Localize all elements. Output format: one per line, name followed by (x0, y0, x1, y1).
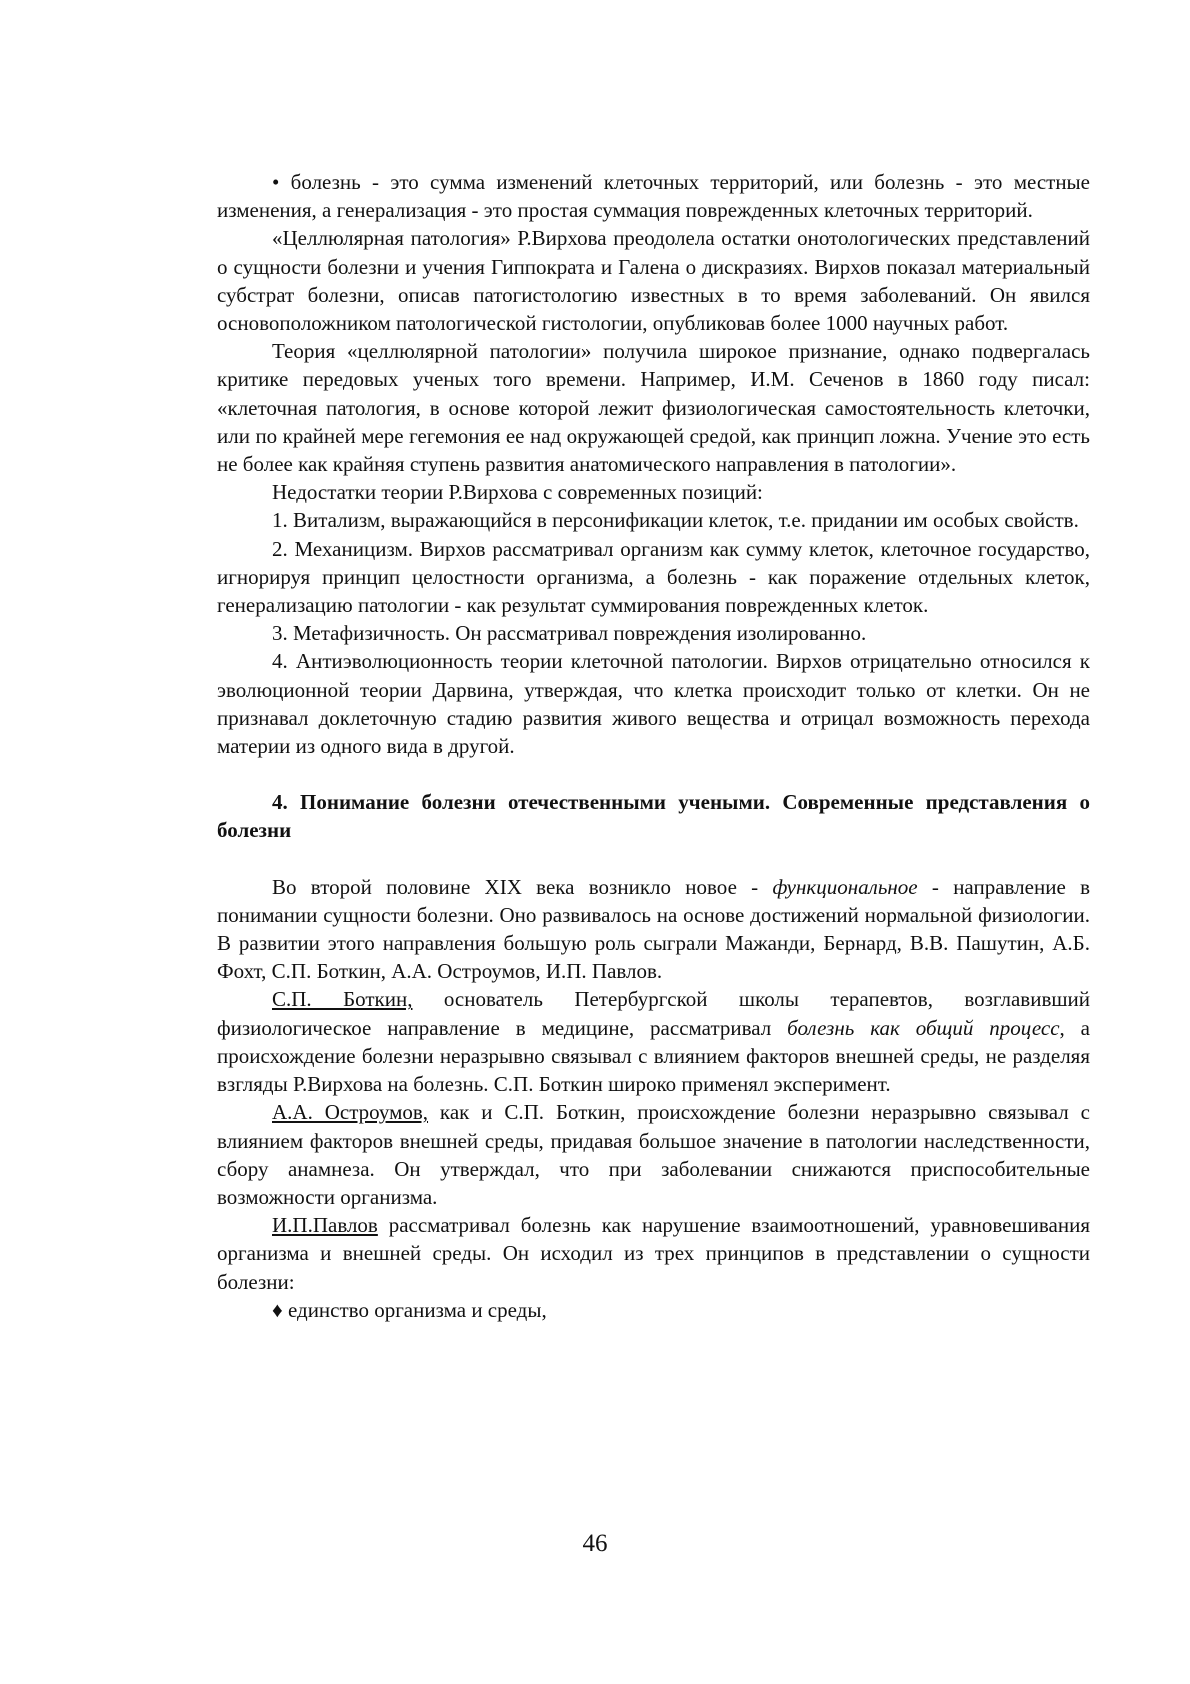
page-body (217, 168, 1090, 1324)
paragraph-mechanicism: 2. Механицизм. Вирхов рассматривал организм как сумму клеток, клеточное государство, игнорируя принцип целостности организма, а болезнь - как поражение отдельных клеток, генерализацию патологии - как результат суммирования поврежденных клеток. (217, 536, 1090, 618)
paragraph-pavlov: И.П.Павлов рассматривал болезнь как нарушение взаимоотношений, уравновешивания организма и внешней среды. Он исходил из трех принципов в представлении о сущности болезни: (217, 1213, 1090, 1294)
emphasis-general-process: болезнь как общий процесс (787, 1015, 1060, 1040)
page-number: 46 (582, 1530, 608, 1557)
paragraph-bullet-disease: • болезнь - это сумма изменений клеточных территорий, или болезнь - это местные изменения, а генерализация - это простая суммация поврежденных клеточных территорий. (217, 170, 1090, 223)
paragraph-shortcomings-intro: Недостатки теории Р.Вирхова с современных позиций: (272, 480, 763, 505)
name-pavlov: И.П.Павлов (272, 1213, 378, 1238)
emphasis-functional: функциональное (772, 874, 918, 899)
paragraph-vitalism: 1. Витализм, выражающийся в персонификации клеток, т.е. придании им особых свойств. (272, 508, 1079, 533)
paragraph-functional-direction: Во второй половине XIX века возникло новое - функциональное - направление в понимании сущности болезни. Оно развивалось на основе достижений нормальной физиологии. В развитии этого направления большую роль сыграли Мажанди, Бернард, В.В. Пашутин, А.Б. Фохт, С.П. Боткин, А.А. Остроумов, И.П. Павлов. (217, 874, 1090, 984)
paragraph-theory-criticism: Теория «целлюлярной патологии» получила широкое признание, однако подвергалась критике передовых ученых того времени. Например, И.М. Сеченов в 1860 году писал: «клеточная патология, в основе которой лежит физиологическая самостоятельность клеточки, или по крайней мере гегемония ее над окружающей средой, как принцип ложна. Учение это есть не более как крайняя ступень развития анатомического направления в патологии». (217, 339, 1090, 477)
paragraph-metaphysics: 3. Метафизичность. Он рассматривал повреждения изолированно. (272, 621, 867, 646)
paragraph-ostroumov: А.А. Остроумов, как и С.П. Боткин, происхождение болезни неразрывно связывал с влиянием факторов внешней среды, придавая большое значение в патологии наследственности, сбору анамнеза. Он утверждал, что при заболевании снижаются приспособительные возможности организма. (217, 1100, 1090, 1209)
list-item-unity: ♦ единство организма и среды, (272, 1297, 547, 1322)
spacer (217, 760, 1090, 788)
name-botkin: С.П. Боткин, (272, 987, 413, 1012)
spacer (217, 845, 1090, 873)
section-heading: 4. Понимание болезни отечественными учеными. Современные представления о болезни (217, 790, 1090, 843)
paragraph-antievolution: 4. Антиэволюционность теории клеточной патологии. Вирхов отрицательно относился к эволюционной теории Дарвина, утверждая, что клетка происходит только от клетки. Он не признавал доклеточную стадию развития живого вещества и отрицал возможность перехода материи из одного вида в другой. (217, 649, 1090, 759)
paragraph-botkin: С.П. Боткин, основатель Петербургской школы терапевтов, возглавивший физиологическое направление в медицине, рассматривал болезнь как общий процесс, а происхождение болезни неразрывно связывал с влиянием факторов внешней среды, не разделяя взгляды Р.Вирхова на болезнь. С.П. Боткин широко применял эксперимент. (217, 987, 1091, 1097)
paragraph-cellular-pathology: «Целлюлярная патология» Р.Вирхова преодолела остатки онотологических представлений о сущности болезни и учения Гиппократа и Галена о дискразиях. Вирхов показал материальный субстрат болезни, описав патогистологию известных в то время заболеваний. Он явился основоположником патологической гистологии, опубликовав более 1000 научных работ. (217, 226, 1090, 336)
name-ostroumov: А.А. Остроумов, (272, 1100, 429, 1125)
